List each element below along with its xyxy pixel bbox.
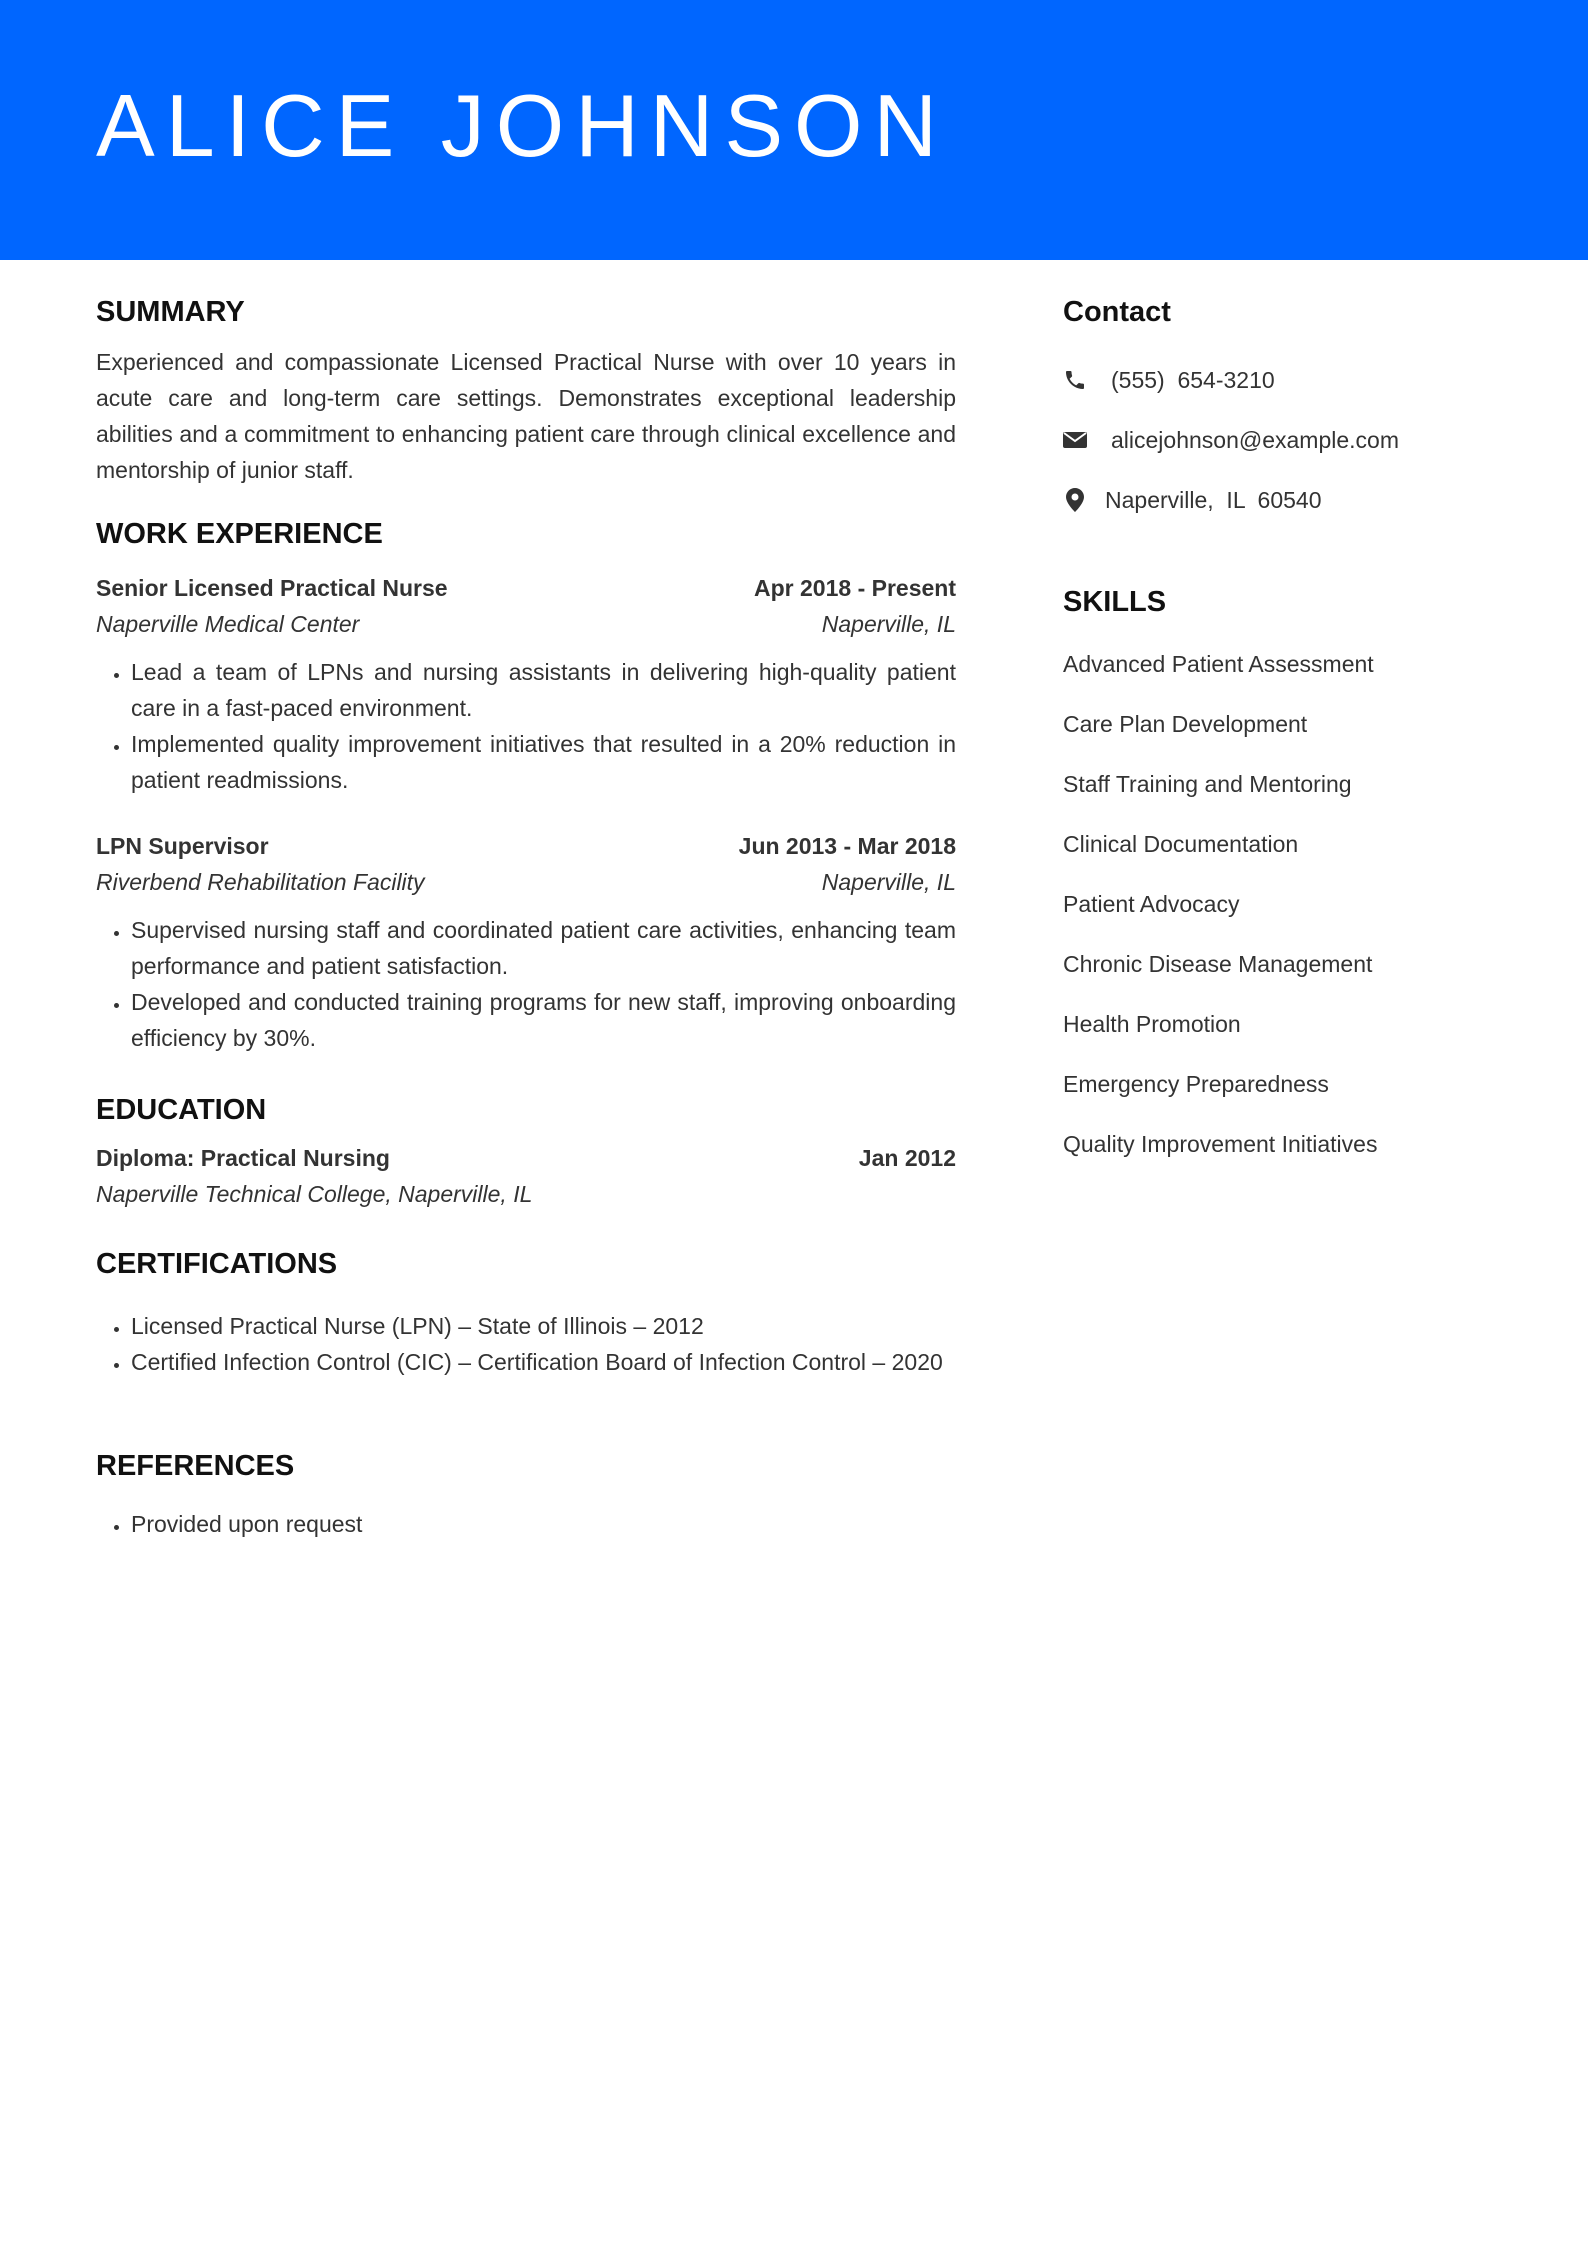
skill-item: Emergency Preparedness [1063, 1071, 1329, 1097]
references-heading: REFERENCES [96, 1450, 295, 1482]
skill-item: Chronic Disease Management [1063, 951, 1373, 977]
skills-heading: SKILLS [1063, 586, 1167, 618]
skill-item: Health Promotion [1063, 1011, 1241, 1037]
skill-item: Staff Training and Mentoring [1063, 771, 1352, 797]
skill-item: Clinical Documentation [1063, 831, 1299, 857]
certifications-heading: CERTIFICATIONS [96, 1248, 338, 1280]
summary-section [96, 280, 956, 488]
job-company: Naperville Medical Center [96, 611, 360, 637]
experience-section [96, 502, 956, 1056]
certification-item: • Licensed Practical Nurse (LPN) – State of Illinois – 2012 [131, 1308, 956, 1344]
degree: Diploma: Practical Nursing [96, 1145, 390, 1171]
certification-item: • Certified Infection Control (CIC) – Certification Board of Infection Control – 2020 [131, 1344, 956, 1380]
references-list [96, 1506, 956, 1542]
job-dates: Apr 2018 - Present [754, 575, 956, 601]
contact-phone [1063, 350, 1523, 410]
job-dates: Jun 2013 - Mar 2018 [738, 833, 956, 859]
school: Naperville Technical College, Naperville, IL [96, 1181, 533, 1207]
skills-section [1063, 570, 1523, 1174]
skill-item: Care Plan Development [1063, 711, 1308, 737]
skill-item: Patient Advocacy [1063, 891, 1240, 917]
envelope-icon [1063, 428, 1087, 452]
job-title: Senior Licensed Practical Nurse [96, 575, 448, 601]
job-bullet: • Developed and conducted training programs for new staff, improving onboarding efficiency by 30%. [131, 984, 956, 1056]
job-location: Naperville, IL [821, 869, 956, 895]
education-date: Jan 2012 [858, 1145, 956, 1171]
job-entry [96, 828, 956, 1056]
job-location: Naperville, IL [821, 611, 956, 637]
job-company: Riverbend Rehabilitation Facility [96, 869, 425, 895]
phone-icon [1063, 368, 1087, 392]
header-banner [0, 0, 1588, 260]
contact-location [1063, 470, 1523, 530]
email-address[interactable]: alicejohnson@example.com [1111, 426, 1399, 453]
summary-text: Experienced and compassionate Licensed Practical Nurse with over 10 years in acute care and long-term care settings. Demonstrates exceptional leadership abilities and a commitment to enhancing patient care through clinical excellence and mentorship of junior staff. [96, 349, 956, 483]
contact-section [1063, 280, 1523, 530]
job-bullet: • Supervised nursing staff and coordinated patient care activities, enhancing team performance and patient satisfaction. [131, 912, 956, 984]
phone-number[interactable]: (555) 654-3210 [1111, 366, 1275, 393]
map-pin-icon [1063, 488, 1087, 512]
main-column [96, 280, 956, 1542]
contact-email [1063, 410, 1523, 470]
job-bullets [96, 654, 956, 798]
summary-heading: SUMMARY [96, 296, 245, 328]
job-entry [96, 570, 956, 798]
job-bullet: • Implemented quality improvement initiatives that resulted in a 20% reduction in patient readmissions. [131, 726, 956, 798]
candidate-name: ALICE JOHNSON [96, 76, 949, 175]
skill-item: Advanced Patient Assessment [1063, 651, 1374, 677]
contact-heading: Contact [1063, 296, 1171, 328]
experience-heading: WORK EXPERIENCE [96, 518, 383, 550]
job-bullet: • Lead a team of LPNs and nursing assistants in delivering high-quality patient care in a fast-paced environment. [131, 654, 956, 726]
reference-item: • Provided upon request [131, 1506, 956, 1542]
certifications-section [96, 1232, 956, 1380]
skill-item: Quality Improvement Initiatives [1063, 1131, 1378, 1157]
certifications-list [96, 1308, 956, 1380]
job-title: LPN Supervisor [96, 833, 269, 859]
education-section [96, 1078, 956, 1212]
location-text: Naperville, IL 60540 [1105, 486, 1322, 513]
education-heading: EDUCATION [96, 1094, 267, 1126]
job-bullets [96, 912, 956, 1056]
sidebar-column [1063, 280, 1523, 1174]
references-section [96, 1434, 956, 1542]
